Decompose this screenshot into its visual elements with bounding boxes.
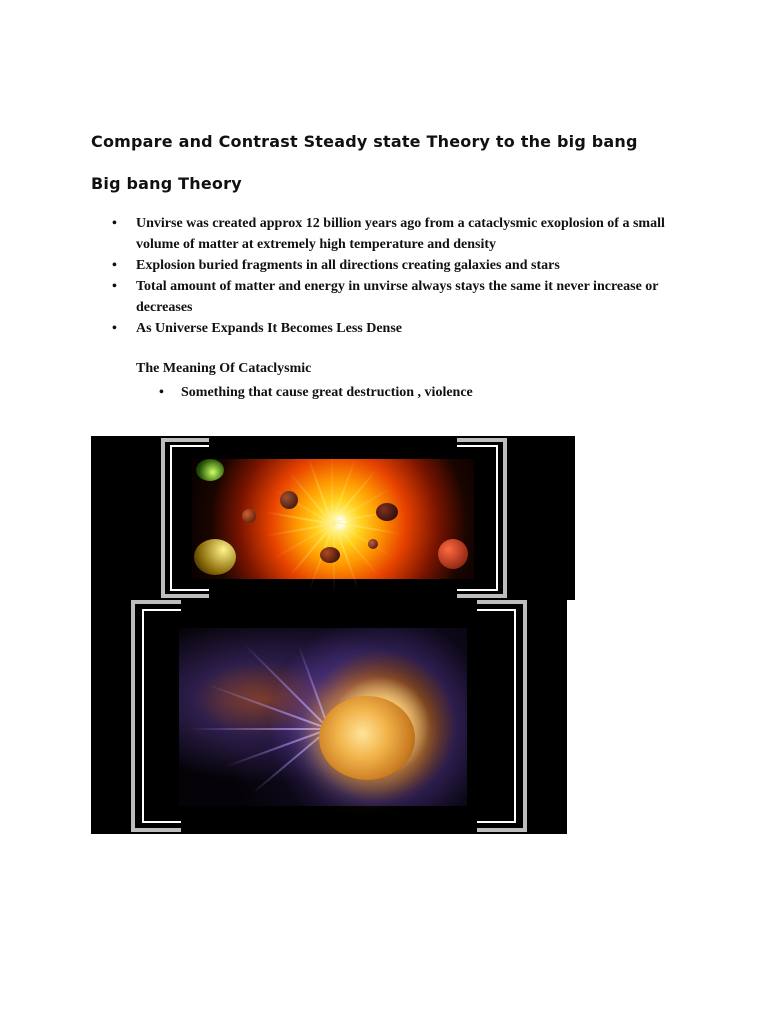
bullet-icon: • [112,321,117,336]
sun-icon [319,696,415,780]
list-item [159,382,473,403]
planet-icon [194,539,236,575]
explosion-image [91,436,575,600]
bullet-icon: • [112,258,117,273]
explosion-ray [307,457,333,523]
planet-icon [280,491,298,509]
planet-icon [438,539,468,569]
flare-ray [189,728,329,730]
flare-ray [243,643,329,729]
sun-flare-image [91,598,567,834]
list-item [112,318,696,339]
bullet-icon: • [112,279,117,294]
meaning-list [159,382,473,403]
list-item [112,276,696,318]
planet-icon [376,503,398,521]
meaning-label: The Meaning Of Cataclysmic [136,361,312,376]
sun-scene [179,628,467,806]
planet-icon [196,459,224,481]
bullet-list [112,213,696,339]
explosion-ray [331,456,357,522]
bullet-text: Something that cause great destruction , violence [181,385,473,400]
planet-icon [320,547,340,563]
bullet-text: Unvirse was created approx 12 billion years ago from a cataclysmic exoplosion of a small volume of matter at extremely high temperature and density [136,216,665,252]
explosion-ray [331,453,333,523]
planet-icon [368,539,378,549]
flare-ray [252,728,330,794]
flare-ray [206,684,329,730]
list-item [112,255,696,276]
bullet-text: Total amount of matter and energy in unvirse always stays the same it never increase or decreases [136,279,659,315]
planet-icon [242,509,256,523]
bullet-icon: • [159,385,164,400]
explosion-burst [192,459,474,579]
list-item [112,213,696,255]
flare-ray [225,728,329,768]
bullet-text: Explosion buried fragments in all directions creating galaxies and stars [136,258,560,273]
section-title: Big bang Theory [91,174,242,193]
bullet-text: As Universe Expands It Becomes Less Dense [136,321,402,336]
document-title: Compare and Contrast Steady state Theory to the big bang [91,132,638,151]
bullet-icon: • [112,216,117,231]
